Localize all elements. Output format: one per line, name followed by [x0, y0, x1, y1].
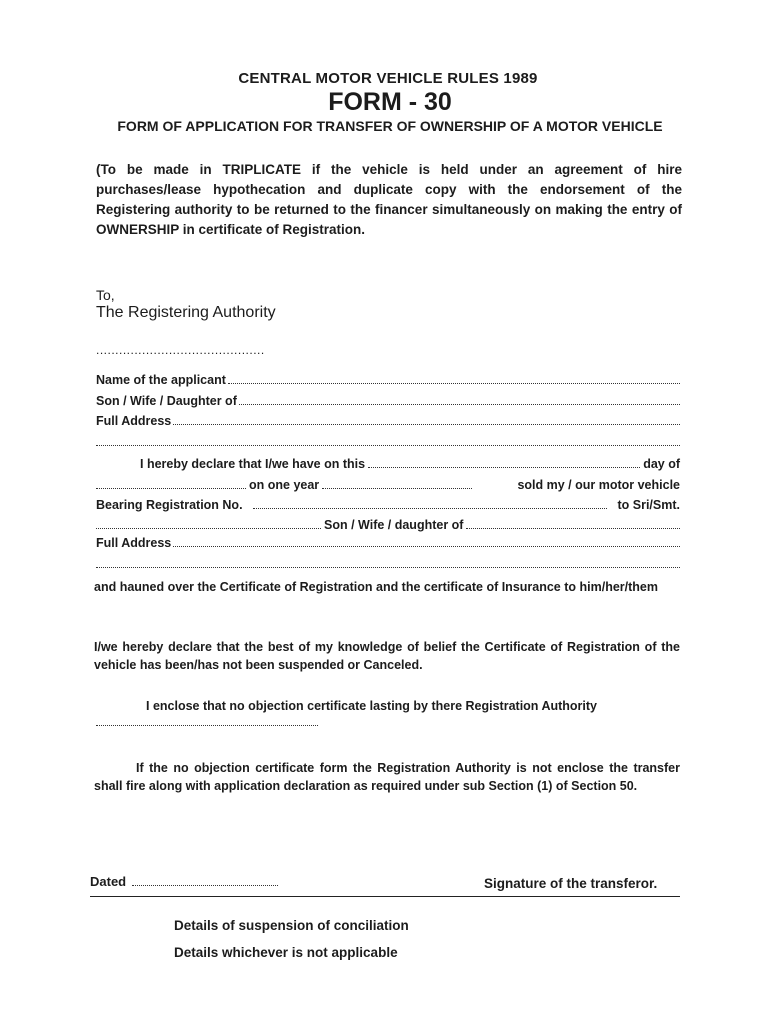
date-blank[interactable]	[368, 456, 640, 468]
declaration-line-3	[96, 497, 680, 512]
transferee-address-blank[interactable]	[173, 535, 680, 547]
rules-title: CENTRAL MOTOR VEHICLE RULES 1989	[238, 70, 538, 87]
dated-label: Dated	[90, 874, 127, 889]
applicant-name-field[interactable]	[96, 372, 680, 387]
full-address-continuation-line[interactable]	[96, 444, 680, 446]
declaration-line-2	[96, 477, 680, 492]
month-blank[interactable]	[96, 477, 246, 489]
full-address-blank[interactable]	[173, 413, 680, 425]
details-line-1: Details of suspension of conciliation	[174, 918, 409, 933]
declaration-text-5: Bearing Registration No.	[96, 498, 243, 512]
noc-blank-line[interactable]	[96, 724, 318, 726]
declaration-text-7: Son / Wife / daughter of	[324, 518, 464, 532]
full-address-label: Full Address	[96, 414, 172, 428]
dated-blank[interactable]	[132, 874, 278, 886]
transferee-address-field[interactable]	[96, 535, 680, 550]
form-number: FORM - 30	[328, 88, 452, 116]
signature-label: Signature of the transferor.	[484, 876, 658, 891]
relation-blank[interactable]	[239, 393, 680, 405]
applicant-name-label: Name of the applicant	[96, 373, 226, 387]
applicant-name-blank[interactable]	[228, 372, 680, 384]
registration-number-blank[interactable]	[253, 497, 608, 509]
registering-authority: The Registering Authority	[96, 304, 276, 321]
transferee-address-label: Full Address	[96, 536, 172, 550]
transferee-address-continuation-line[interactable]	[96, 566, 680, 568]
full-address-field[interactable]	[96, 413, 680, 428]
suspension-paragraph: I/we hereby declare that the best of my knowledge of belief the Certificate of Registration of the vehicle has been/has not been suspended or Canceled.	[94, 640, 680, 672]
year-blank[interactable]	[322, 477, 472, 489]
intro-paragraph: (To be made in TRIPLICATE if the vehicle is held under an agreement of hire purchases/lease hypothecation and duplicate copy with the endorsement of the Registering authority to be returned to the financer simultaneously on making the entry of OWNERSHIP in certificate of Registration.	[96, 162, 682, 237]
declaration-text-4: sold my / our motor vehicle	[517, 478, 680, 492]
to-label: To,	[96, 287, 115, 303]
declaration-text-3: on one year	[249, 478, 320, 492]
transferee-name-blank[interactable]	[96, 517, 321, 529]
details-line-2: Details whichever is not applicable	[174, 945, 398, 960]
handed-over-paragraph: and hauned over the Certificate of Registration and the certificate of Insurance to him/her/them	[94, 580, 658, 594]
authority-blank-line: ............................................	[96, 343, 265, 357]
declaration-text-6: to Sri/Smt.	[617, 498, 680, 512]
form-title: FORM OF APPLICATION FOR TRANSFER OF OWNERSHIP OF A MOTOR VEHICLE	[117, 118, 663, 134]
declaration-text-2: day of	[643, 457, 680, 471]
transferee-relation-blank[interactable]	[466, 517, 680, 529]
declaration-text-1: I hereby declare that I/we have on this	[140, 457, 366, 471]
footer-divider	[90, 896, 680, 897]
relation-field[interactable]	[96, 393, 680, 408]
noc-enclose-paragraph: I enclose that no objection certificate lasting by there Registration Authority	[146, 699, 597, 713]
declaration-line-1	[140, 456, 680, 471]
noc-missing-paragraph: If the no objection certificate form the Registration Authority is not enclose the transfer shall fire along with application declaration as required under sub Section (1) of Section 50.	[94, 761, 680, 793]
dated-field[interactable]	[90, 874, 281, 889]
declaration-line-4	[96, 517, 680, 532]
relation-label: Son / Wife / Daughter of	[96, 394, 237, 408]
